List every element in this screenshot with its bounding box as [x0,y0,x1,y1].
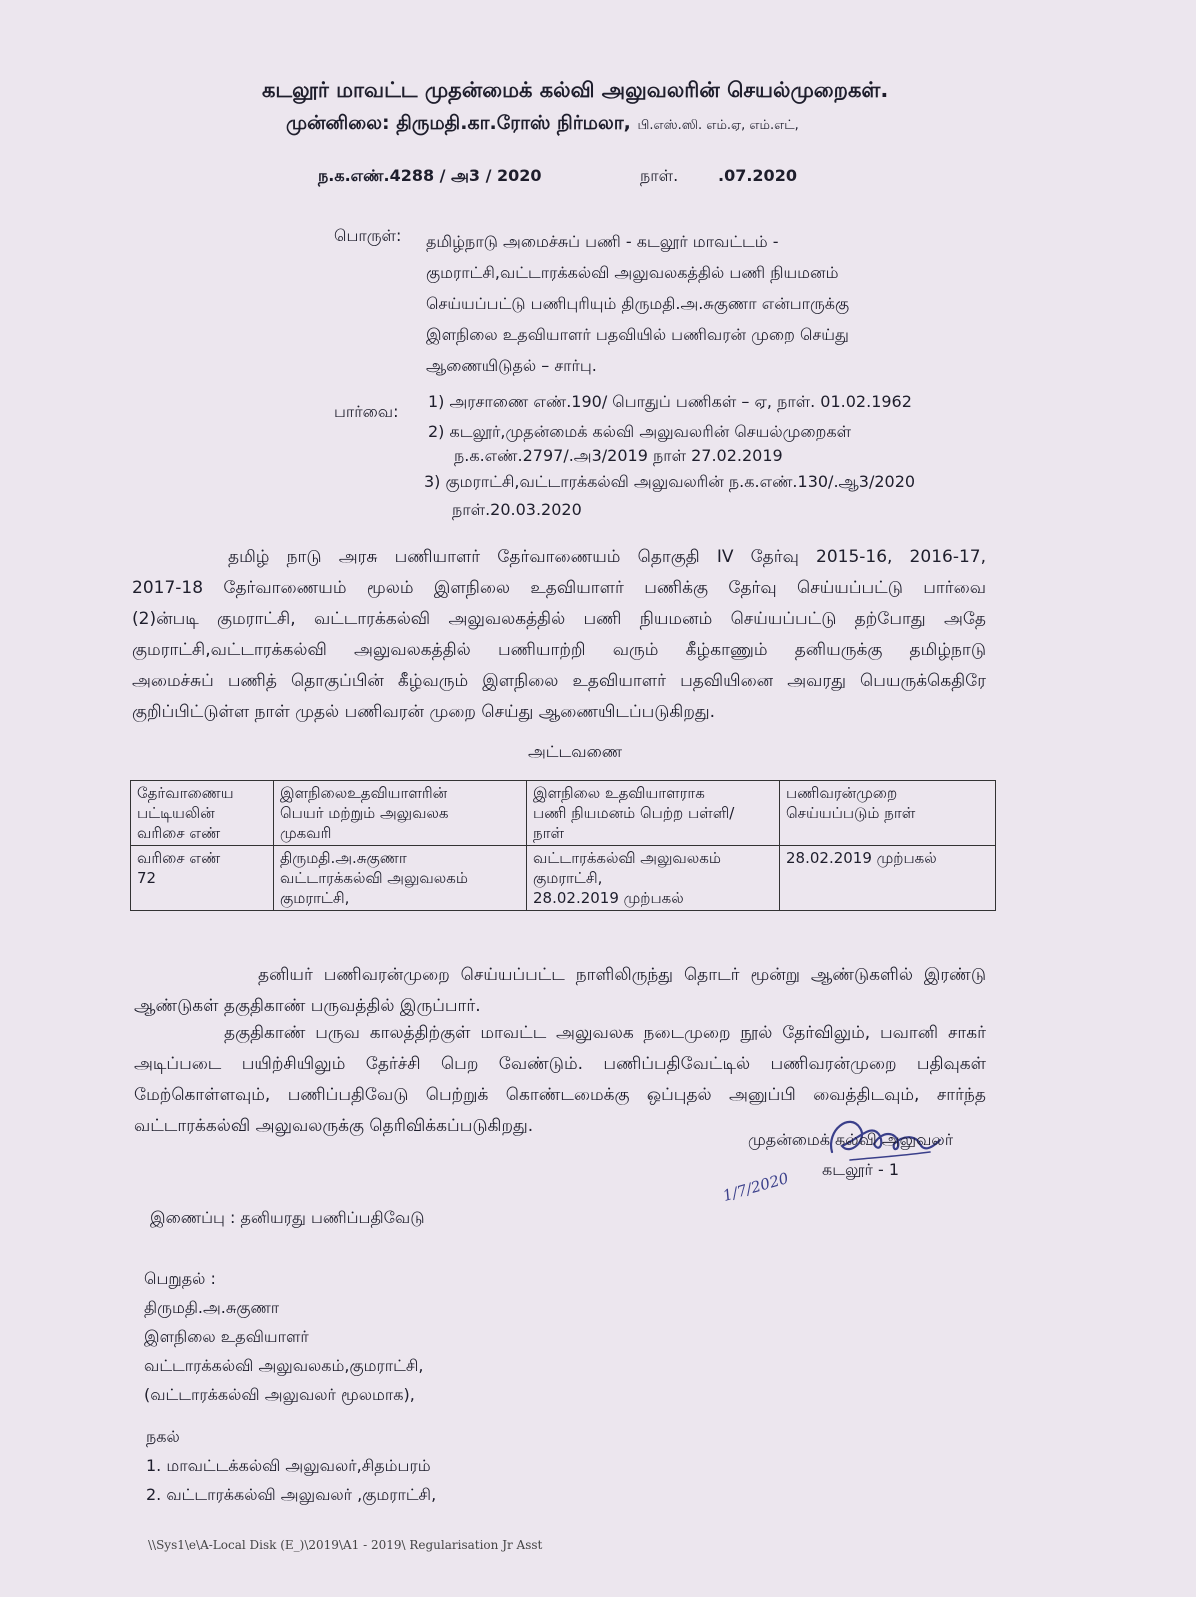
cell-text: 72 [137,869,157,887]
recipient-line: வட்டாரக்கல்வி அலுவலகம்,குமராட்சி, [144,1356,424,1375]
reference-number: ந.க.எண்.4288 / அ3 / 2020 [318,166,542,185]
reference-item: 2) கடலூர்,முதன்மைக் கல்வி அலுவலரின் செயல்முறைகள் [428,422,852,441]
schedule-title: அட்டவணை [528,742,623,761]
reference-item: நாள்.20.03.2020 [452,500,582,519]
header-text: நாள் [533,824,564,842]
cell-text: வட்டாரக்கல்வி அலுவலகம் [533,849,721,867]
cell-text: வரிசை எண் [137,849,221,867]
footer-file-path: \\Sys1\e\A-Local Disk (E_)\2019\A1 - 2019\ Regularisation Jr Asst [148,1538,543,1552]
copy-block [146,1422,436,1509]
header-text: இளநிலை உதவியாளராக [533,784,705,802]
header-text: வரிசை எண் [137,824,221,842]
presence-name: முன்னிலை: திருமதி.கா.ரோஸ் நிர்மலா, [286,112,631,134]
cell-text: வட்டாரக்கல்வி அலுவலகம் [280,869,468,887]
paragraph-line: தகுதிகாண் பருவ காலத்திற்குள் மாவட்ட அலுவலக நடைமுறை நூல் தேர்விலும், பவானி சாகர் [224,1023,986,1043]
order-paragraph [132,542,986,728]
header-text: பணி நியமனம் பெற்ற பள்ளி/ [533,804,735,822]
header-text: இளநிலைஉதவியாளரின் [280,784,448,802]
recipient-line: திருமதி.அ.சுகுணா [144,1298,280,1317]
cell-text: 28.02.2019 முற்பகல் [786,849,937,867]
paragraph-line: வட்டாரக்கல்வி அலுவலருக்கு தெரிவிக்கப்படுகிறது. [134,1116,534,1136]
subject-block [426,226,849,381]
header-cell-posting [527,781,780,846]
recipient-line: (வட்டாரக்கல்வி அலுவலர் மூலமாக), [144,1385,415,1404]
paragraph-line: (2)ன்படி குமராட்சி, வட்டாரக்கல்வி அலுவலகத்தில் பணி நியமனம் செய்யப்பட்டு தற்போது அதே [132,609,986,629]
table-header-row [131,781,996,846]
header-text: பட்டியலின் [137,804,215,822]
table-row [131,846,996,911]
reference-item: 1) அரசாணை எண்.190/ பொதுப் பணிகள் – ஏ, நாள். 01.02.1962 [428,392,912,411]
date-label: நாள். [640,166,679,185]
references-label: பார்வை: [334,402,399,421]
cell-text: குமராட்சி, [533,869,603,887]
subject-label: பொருள்: [334,226,402,245]
header-text: தேர்வாணைய [137,784,234,802]
header-text: பணிவரன்முறை [786,784,898,802]
signatory-place: கடலூர் - 1 [822,1160,900,1179]
header-cell-date [780,781,996,846]
header-cell-serial [131,781,274,846]
subject-line: குமராட்சி,வட்டாரக்கல்வி அலுவலகத்தில் பணி நியமனம் [426,263,839,282]
copy-line: 2. வட்டாரக்கல்வி அலுவலர் ,குமராட்சி, [146,1485,437,1504]
probation-paragraph [134,960,986,1022]
header-text: பெயர் மற்றும் அலுவலக [280,804,449,822]
paragraph-line: குமராட்சி,வட்டாரக்கல்வி அலுவலகத்தில் பணியாற்றி வரும் கீழ்காணும் தனியருக்கு தமிழ்நாடு [132,640,986,660]
signatory-designation: முதன்மைக் கல்வி அலுவலர் [748,1130,954,1149]
presence-line [286,112,799,137]
recipient-block [144,1264,423,1409]
handwritten-date: 1/7/2020 [720,1169,791,1205]
copy-line: 1. மாவட்டக்கல்வி அலுவலர்,சிதம்பரம் [146,1456,431,1475]
office-title: கடலூர் மாவட்ட முதன்மைக் கல்வி அலுவலரின் செயல்முறைகள். [262,78,889,102]
reference-item: ந.க.எண்.2797/.அ3/2019 நாள் 27.02.2019 [454,446,783,465]
paragraph-line: அடிப்படை பயிற்சியிலும் தேர்ச்சி பெற வேண்டும். பணிப்பதிவேட்டில் பணிவரன்முறை பதிவுகள் [134,1054,986,1074]
subject-line: இளநிலை உதவியாளர் பதவியில் பணிவரன் முறை செய்து [426,325,849,344]
cell-date [780,846,996,911]
cell-text: திருமதி.அ.சுகுணா [280,849,407,867]
subject-line: ஆணையிடுதல் – சார்பு. [426,356,597,375]
recipient-line: இளநிலை உதவியாளர் [144,1327,309,1346]
paragraph-line: அமைச்சுப் பணித் தொகுப்பின் கீழ்வரும் இளநிலை உதவியாளர் பதவியினை அவரது பெயருக்கெதிரே [132,671,986,691]
paragraph-line: தமிழ் நாடு அரசு பணியாளர் தேர்வாணையம் தொகுதி IV தேர்வு 2015-16, 2016-17, [228,547,986,567]
header-text: முகவரி [280,824,332,842]
cell-text: 28.02.2019 முற்பகல் [533,889,684,907]
header-text: செய்யப்படும் நாள் [786,804,916,822]
header-cell-name [274,781,527,846]
schedule-table [130,780,996,911]
date-value: .07.2020 [718,166,797,185]
presence-degrees: பி.எஸ்.ஸி. எம்.ஏ, எம்.எட், [637,118,799,133]
recipient-label: பெறுதல் : [144,1269,216,1288]
cell-serial [131,846,274,911]
paragraph-line: மேற்கொள்ளவும், பணிப்பதிவேடு பெற்றுக் கொண்டமைக்கு ஒப்புதல் அனுப்பி வைத்திடவும், சார்ந்த [134,1085,986,1105]
paragraph-line: 2017-18 தேர்வாணையம் மூலம் இளநிலை உதவியாளர் பணிக்கு தேர்வு செய்யப்பட்டு பார்வை [132,578,986,598]
cell-posting [527,846,780,911]
paragraph-line: குறிப்பிட்டுள்ள நாள் முதல் பணிவரன் முறை செய்து ஆணையிடப்படுகிறது. [132,702,716,722]
reference-item: 3) குமராட்சி,வட்டாரக்கல்வி அலுவலரின் ந.க.எண்.130/.ஆ3/2020 [424,472,916,491]
paragraph-line: தனியர் பணிவரன்முறை செய்யப்பட்ட நாளிலிருந்து தொடர் மூன்று ஆண்டுகளில் இரண்டு [258,965,986,985]
subject-line: செய்யப்பட்டு பணிபுரியும் திருமதி.அ.சுகுணா என்பாருக்கு [426,294,850,313]
paragraph-line: ஆண்டுகள் தகுதிகாண் பருவத்தில் இருப்பார். [134,996,481,1016]
cell-text: குமராட்சி, [280,889,350,907]
subject-line: தமிழ்நாடு அமைச்சுப் பணி - கடலூர் மாவட்டம் - [426,232,779,251]
copy-label: நகல் [146,1427,180,1446]
enclosure-line: இணைப்பு : தனியரது பணிப்பதிவேடு [150,1208,425,1227]
cell-name [274,846,527,911]
